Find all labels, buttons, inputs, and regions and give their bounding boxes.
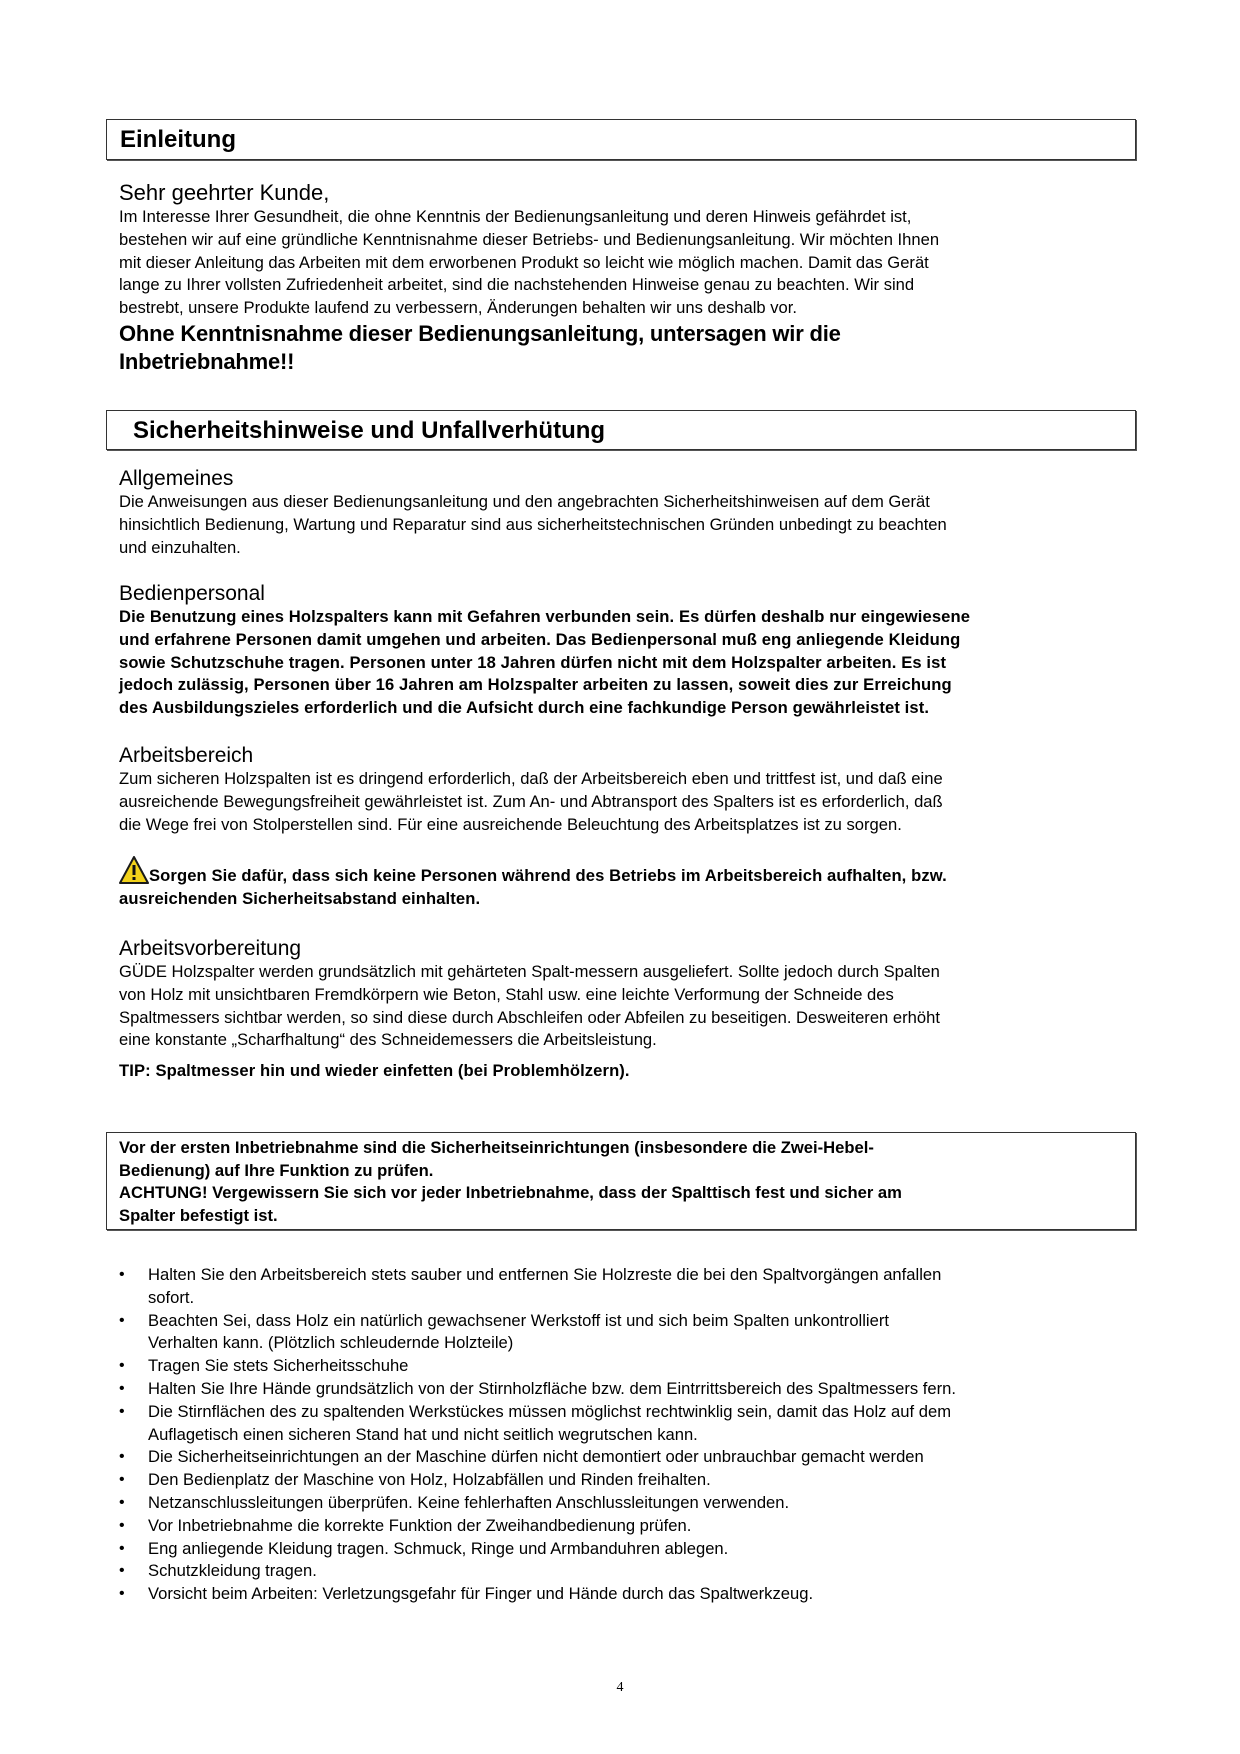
arbeitsbereich-section xyxy=(119,744,1129,836)
greeting-heading: Sehr geehrter Kunde, xyxy=(119,180,330,205)
paragraph-line: Die Benutzung eines Holzspalters kann mit Gefahren verbunden sein. Es dürfen deshalb nur eingewiesene xyxy=(119,607,971,626)
list-item-text: Netzanschlussleitungen überprüfen. Keine fehlerhaften Anschlussleitungen verwenden. xyxy=(148,1492,790,1512)
paragraph-line: Spaltmessers sichtbar werden, so sind diese durch Abschleifen oder Abfeilen zu beseitigen. Desweiteren erhöht xyxy=(119,1007,940,1027)
list-item-text: Auflagetisch einen sicheren Stand hat und nicht seitlich wegrutschen kann. xyxy=(148,1424,698,1444)
allgemeines-heading: Allgemeines xyxy=(119,467,234,490)
notice-line: Vor der ersten Inbetriebnahme sind die Sicherheitseinrichtungen (insbesondere die Zwei-Hebel- xyxy=(119,1138,874,1157)
warning-line: ausreichenden Sicherheitsabstand einhalten. xyxy=(119,888,481,908)
intro-line: mit dieser Anleitung das Arbeiten mit dem erworbenen Produkt so leicht wie möglich machen. Damit das Gerät xyxy=(119,252,929,272)
paragraph-line: GÜDE Holzspalter werden grundsätzlich mit gehärteten Spalt-messern ausgeliefert. Sollte jedoch durch Spalten xyxy=(119,962,940,981)
list-item-text: Den Bedienplatz der Maschine von Holz, Holzabfällen und Rinden freihalten. xyxy=(148,1470,711,1490)
paragraph-line: jedoch zulässig, Personen über 16 Jahren am Holzspalter arbeiten zu lassen, soweit dies zur Erreichung xyxy=(119,675,952,695)
list-item-text: Eng anliegende Kleidung tragen. Schmuck, Ringe und Armbanduhren ablegen. xyxy=(148,1538,729,1558)
warning-triangle-icon xyxy=(119,856,149,884)
tip-text: TIP: Spaltmesser hin und wieder einfetten (bei Problemhölzern). xyxy=(119,1061,630,1081)
page-number: 4 xyxy=(616,1680,624,1695)
paragraph-line: eine konstante „Scharfhaltung“ des Schneidemessers die Arbeitsleistung. xyxy=(119,1030,657,1050)
paragraph-line: von Holz mit unsichtbaren Fremdkörpern wie Beton, Stahl usw. eine leichte Verformung der Schneide des xyxy=(119,984,894,1004)
paragraph-line: hinsichtlich Bedienung, Wartung und Reparatur sind aus sicherheitstechnischen Gründen unbedingt zu beachten xyxy=(119,514,947,534)
bedienpersonal-section xyxy=(119,582,1129,720)
list-item xyxy=(148,1401,1158,1447)
section-heading-sicherheit xyxy=(106,410,1136,450)
section-title: Einleitung xyxy=(120,126,236,153)
arbeitsbereich-paragraph xyxy=(119,768,1129,836)
list-item-text: Halten Sie Ihre Hände grundsätzlich von der Stirnholzfläche bzw. dem Eintrrittsbereich des Spaltmessers fern. xyxy=(148,1378,956,1398)
allgemeines-section xyxy=(119,467,1129,559)
intro-warning-line: Ohne Kenntnisnahme dieser Bedienungsanleitung, untersagen wir die xyxy=(119,320,841,346)
allgemeines-paragraph xyxy=(119,491,1129,559)
list-item xyxy=(148,1515,1158,1538)
intro-line: bestehen wir auf eine gründliche Kenntnisnahme dieser Betriebs- und Bedienungsanleitung. Wir möchten Ihnen xyxy=(119,229,940,249)
list-item-text: Beachten Sei, dass Holz ein natürlich gewachsener Werkstoff ist und sich beim Spalten unkontrolliert xyxy=(148,1310,889,1330)
arbeitsvorbereitung-paragraph xyxy=(119,961,1129,1052)
paragraph-line: und einzuhalten. xyxy=(119,537,241,557)
paragraph-line: und erfahrene Personen damit umgehen und arbeiten. Das Bedienpersonal muß eng anliegende Kleidung xyxy=(119,629,961,649)
first-use-notice-box xyxy=(106,1132,1136,1230)
list-item xyxy=(148,1538,1158,1561)
paragraph-line: des Ausbildungszieles erforderlich und die Aufsicht durch eine fachkundige Person gewährleistet ist. xyxy=(119,698,930,718)
list-item-text: Die Stirnflächen des zu spaltenden Werkstückes müssen möglichst rechtwinklig sein, damit das Holz auf dem xyxy=(148,1401,952,1421)
list-item-text: sofort. xyxy=(148,1287,195,1307)
bedienpersonal-paragraph xyxy=(119,606,1129,720)
section-title: Sicherheitshinweise und Unfallverhütung xyxy=(133,417,606,444)
list-item xyxy=(148,1469,1158,1492)
notice-line: ACHTUNG! Vergewissern Sie sich vor jeder Inbetriebnahme, dass der Spalttisch fest und sicher am xyxy=(119,1183,902,1203)
list-item-text: Vorsicht beim Arbeiten: Verletzungsgefahr für Finger und Hände durch das Spaltwerkzeug. xyxy=(148,1584,814,1604)
list-item xyxy=(148,1378,1158,1401)
intro-line: lange zu Ihrer vollsten Zufriedenheit arbeitet, sind die nachstehenden Hinweise genau zu beachten. Wir sind xyxy=(119,275,915,295)
bedienpersonal-heading: Bedienpersonal xyxy=(119,582,265,605)
intro-paragraph xyxy=(119,206,1129,320)
list-item-text: Verhalten kann. (Plötzlich schleudernde Holzteile) xyxy=(148,1333,514,1353)
paragraph-line: Zum sicheren Holzspalten ist es dringend erforderlich, daß der Arbeitsbereich eben und trittfest ist, und daß eine xyxy=(119,769,943,788)
safety-bullet-list xyxy=(119,1264,1158,1606)
list-item xyxy=(148,1583,1158,1606)
list-item xyxy=(148,1560,1158,1583)
list-item xyxy=(148,1355,1158,1378)
list-item-text: Tragen Sie stets Sicherheitsschuhe xyxy=(148,1356,409,1376)
section-heading-einleitung xyxy=(106,119,1136,160)
intro-line: Im Interesse Ihrer Gesundheit, die ohne Kenntnis der Bedienungsanleitung und deren Hinweis gefährdet ist, xyxy=(119,207,912,226)
notice-line: Spalter befestigt ist. xyxy=(119,1205,278,1225)
warning-paragraph xyxy=(119,856,1129,911)
paragraph-line: sowie Schutzschuhe tragen. Personen unter 18 Jahren dürfen nicht mit dem Holzspalter arbeiten. Es ist xyxy=(119,652,947,672)
intro-warning xyxy=(119,320,1129,376)
arbeitsvorbereitung-heading: Arbeitsvorbereitung xyxy=(119,937,302,960)
list-item-text: Vor Inbetriebnahme die korrekte Funktion der Zweihandbedienung prüfen. xyxy=(148,1515,692,1535)
list-item xyxy=(148,1492,1158,1515)
list-item xyxy=(148,1446,1158,1469)
paragraph-line: ausreichende Bewegungsfreiheit gewährleistet ist. Zum An- und Abtransport des Spalters ist es erforderlich, daß xyxy=(119,791,943,811)
list-item-text: Die Sicherheitseinrichtungen an der Maschine dürfen nicht demontiert oder unbrauchbar gemacht werden xyxy=(148,1447,924,1467)
intro-warning-line: Inbetriebnahme!! xyxy=(119,348,295,374)
paragraph-line: die Wege frei von Stolperstellen sind. Für eine ausreichende Beleuchtung des Arbeitsplatzes ist zu sorgen. xyxy=(119,814,902,834)
list-item-text: Schutzkleidung tragen. xyxy=(148,1561,317,1581)
list-item xyxy=(148,1264,1158,1310)
paragraph-line: Die Anweisungen aus dieser Bedienungsanleitung und den angebrachten Sicherheitshinweisen auf dem Gerät xyxy=(119,492,930,511)
einleitung-content xyxy=(119,180,1129,376)
warning-line: Sorgen Sie dafür, dass sich keine Personen während des Betriebs im Arbeitsbereich aufhalten, bzw. xyxy=(149,866,947,885)
arbeitsbereich-warning xyxy=(119,856,1129,911)
arbeitsvorbereitung-section xyxy=(119,937,1129,1083)
list-item-text: Halten Sie den Arbeitsbereich stets sauber und entfernen Sie Holzreste die bei den Spaltvorgängen anfallen xyxy=(148,1265,942,1284)
list-item xyxy=(148,1310,1158,1356)
arbeitsbereich-heading: Arbeitsbereich xyxy=(119,744,254,767)
notice-line: Bedienung) auf Ihre Funktion zu prüfen. xyxy=(119,1160,434,1180)
intro-line: bestrebt, unsere Produkte laufend zu verbessern, Änderungen behalten wir uns deshalb vor. xyxy=(119,298,798,318)
